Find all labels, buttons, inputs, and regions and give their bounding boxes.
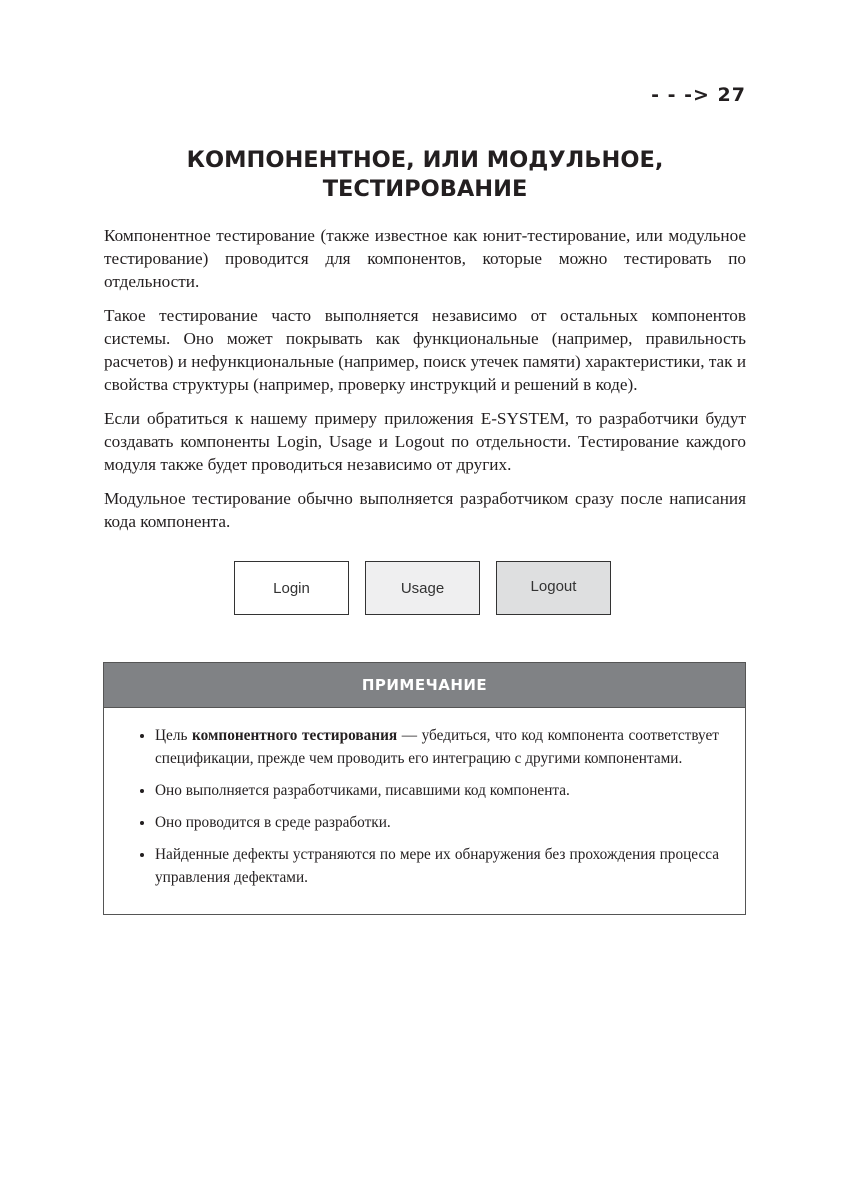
section-title: КОМПОНЕНТНОЕ, ИЛИ МОДУЛЬНОЕ, ТЕСТИРОВАНИЕ <box>186 147 664 202</box>
note-text: — убедиться, что код компонента соответствует спецификации, прежде чем проводить его интеграцию с другими компонентами. <box>155 727 719 767</box>
paragraph: Компонентное тестирование (также известное как юнит-тестирование, или модульное тестирование) проводится для компонентов, которые можно тестировать по отдельности. <box>104 226 746 291</box>
note-box <box>103 662 746 915</box>
note-item: • Оно проводится в среде разработки. <box>155 811 719 834</box>
module-usage: Usage <box>365 561 480 615</box>
note-text: Цель <box>155 727 192 744</box>
note-bold-term: компонентного тестирования <box>192 727 398 744</box>
note-list <box>104 708 745 889</box>
note-item: • Оно выполняется разработчиками, писавшими код компонента. <box>155 779 719 802</box>
note-item: • Найденные дефекты устраняются по мере их обнаружения без прохождения процесса управления дефектами. <box>155 843 719 889</box>
module-login: Login <box>234 561 349 615</box>
module-diagram <box>234 561 611 615</box>
body-text <box>104 224 746 544</box>
note-heading: ПРИМЕЧАНИЕ <box>104 663 745 708</box>
paragraph: Если обратиться к нашему примеру приложения E-SYSTEM, то разработчики будут создавать компоненты Login, Usage и Logout по отдельности. Тестирование каждого модуля также будет проводиться независимо от других. <box>104 409 746 474</box>
page-number: - - -> 27 <box>651 84 746 106</box>
paragraph: Такое тестирование часто выполняется независимо от остальных компонентов системы. Оно может покрывать как функциональные (например, правильность расчетов) и нефункциональные (например, поиск утечек памяти) характеристики, так и свойства структуры (например, проверку инструкций и решений в коде). <box>104 306 747 394</box>
note-item <box>155 724 719 770</box>
paragraph: Модульное тестирование обычно выполняется разработчиком сразу после написания кода компонента. <box>104 489 746 531</box>
module-logout: Logout <box>496 561 611 615</box>
